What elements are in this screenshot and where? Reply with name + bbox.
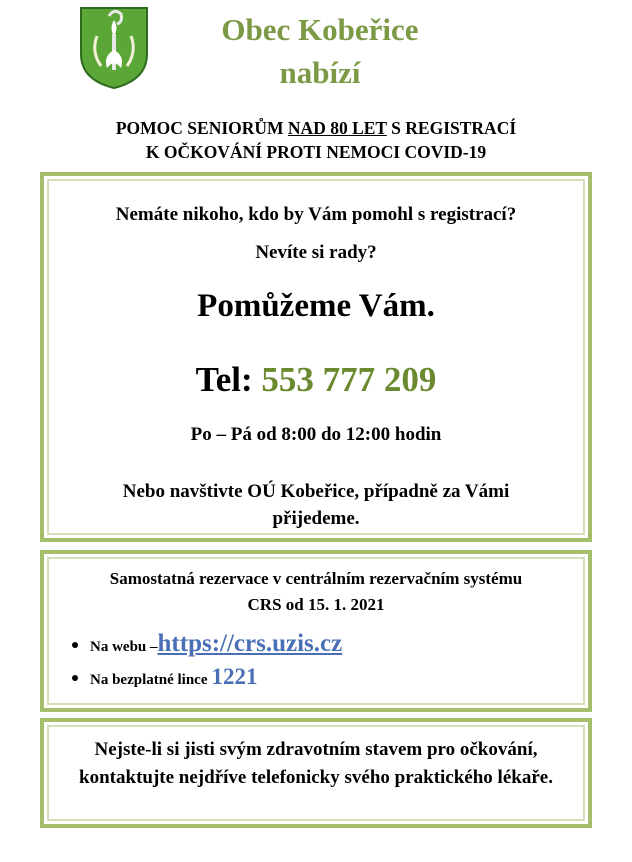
reservation-options xyxy=(72,630,342,698)
list-item xyxy=(72,630,342,664)
title-offers: nabízí xyxy=(279,55,361,90)
headline-underlined: NAD 80 LET xyxy=(287,118,387,138)
title-municipality: Obec Kobeřice xyxy=(221,12,419,47)
reservation-text xyxy=(44,566,588,618)
reservation-line2: CRS od 15. 1. 2021 xyxy=(247,595,385,614)
crs-web-link[interactable]: https://crs.uzis.cz xyxy=(157,630,343,657)
help-box xyxy=(40,172,592,542)
list-item xyxy=(72,664,342,698)
headline-line2: K OČKOVÁNÍ PROTI NEMOCI COVID-19 xyxy=(145,142,487,162)
doctor-advice-box xyxy=(40,718,592,828)
tel-label: Tel: xyxy=(195,360,262,399)
office-hours: Po – Pá od 8:00 do 12:00 hodin xyxy=(190,424,442,445)
reservation-line1: Samostatná rezervace v centrálním rezervačním systému xyxy=(109,569,523,588)
telephone xyxy=(44,360,588,400)
municipal-crest-icon xyxy=(79,6,149,90)
bullet-icon xyxy=(72,642,78,648)
visit-text: Nebo navštivte OÚ Kobeřice, případně za Vámi přijedeme. xyxy=(122,481,510,529)
tel-number[interactable]: 553 777 209 xyxy=(261,360,437,399)
web-label: Na webu – xyxy=(90,639,158,655)
doctor-advice-text: Nejste-li si jisti svým zdravotním stavem pro očkování, kontaktujte nejdříve telefonicky svého praktického lékaře. xyxy=(79,739,553,788)
headline-part2: S REGISTRACÍ xyxy=(386,118,517,138)
phone-label: Na bezplatné lince xyxy=(90,672,208,688)
question2-text: Nevíte si rady? xyxy=(255,242,377,263)
bullet-icon xyxy=(72,675,78,681)
headline xyxy=(40,116,592,164)
reservation-box xyxy=(40,550,592,712)
headline-part1: POMOC SENIORŮM xyxy=(115,118,288,138)
free-line-number[interactable]: 1221 xyxy=(211,664,258,689)
help-text: Pomůžeme Vám. xyxy=(197,288,435,324)
question-text: Nemáte nikoho, kdo by Vám pomohl s registrací? xyxy=(115,204,517,225)
